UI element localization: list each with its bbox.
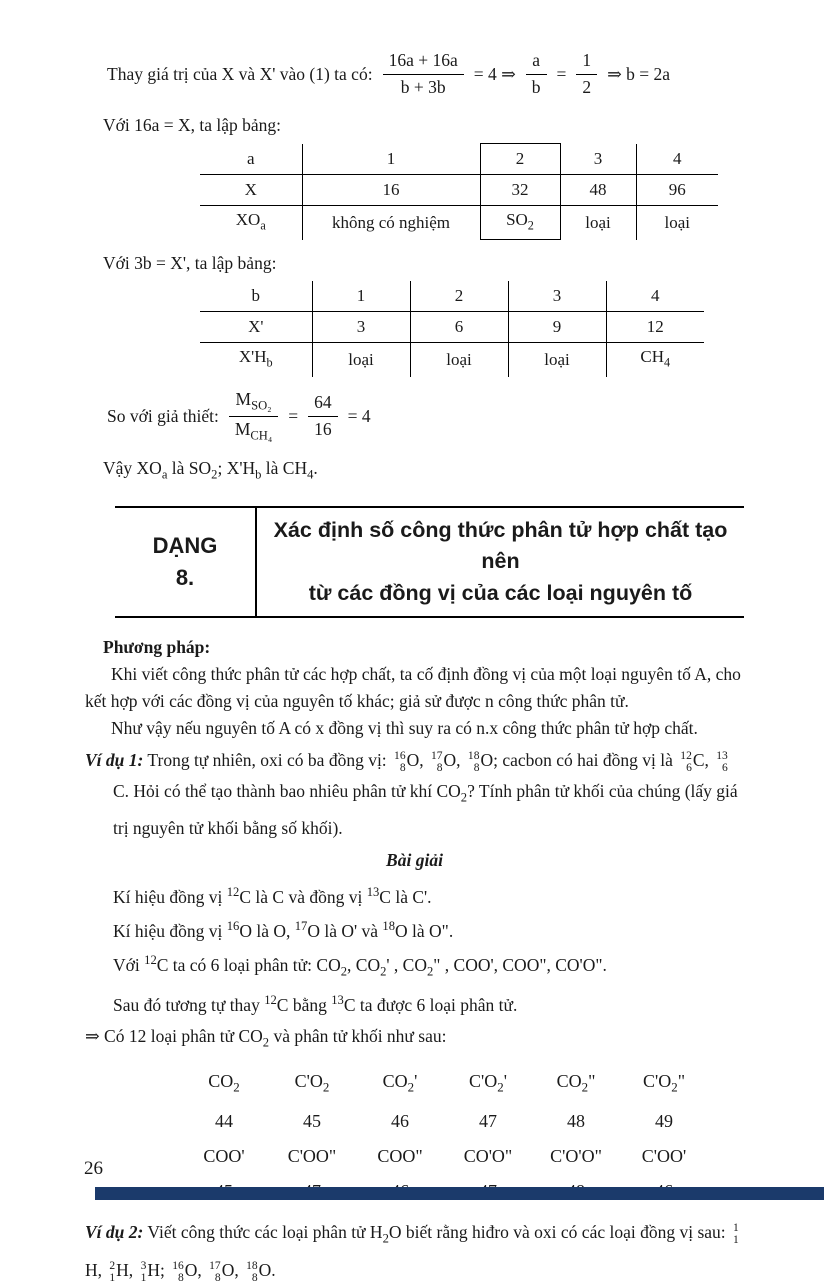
table-row [200,175,718,206]
table-cell: $C'O_2$" [642,1070,686,1095]
fraction-64-16 [308,392,338,441]
table-cell: 44 [215,1111,233,1132]
equation-tail: = 4 [347,406,371,427]
fraction-denominator: b + 3b [400,76,446,97]
table-cell: không có nghiệm [302,206,480,240]
example1-label: Ví dụ 1: [85,749,144,770]
section-title-line2: từ các đồng vị của các loại nguyên tố [308,580,693,605]
table-cell: loại [636,206,718,240]
table-cell: 3 [312,312,410,343]
equation-prefix: Thay giá trị của X và X' vào (1) ta có: [107,63,373,84]
table-row [180,1139,708,1174]
equation-mid-2: = [556,63,567,84]
table-cell: loại [508,343,606,377]
section-number-word: DẠNG [152,533,218,559]
table-cell: $XO_a$ [235,210,266,233]
table2-caption: Với 3b = X', ta lập bảng: [103,253,277,274]
example2-label: Ví dụ 2: [85,1222,144,1243]
table-cell: 1 [302,144,480,175]
method-paragraph-2: Như vậy nếu nguyên tố A có x đồng vị thì suy ra có n.x công thức phân tử hợp chất. [111,717,698,738]
isotope-notation: 1 1 [733,1222,739,1247]
table-cell: $CO_2'$ [382,1070,418,1095]
table-cell: C'OO" [287,1146,337,1167]
table-cell: a [200,144,302,175]
isotope-notation: 3 1 [140,1259,147,1284]
table-cell: 2 [410,281,508,312]
table-row [200,312,704,343]
page-number: 26 [84,1158,103,1179]
isotope-notation: 13 6 [716,749,728,774]
table-cell: 49 [655,1111,673,1132]
table-cell: X' [200,312,312,343]
table-cell: 48 [560,175,636,206]
table-cell: 32 [480,175,560,206]
table-cell: C'OO' [641,1146,687,1167]
isotope-notation: 16 8 [172,1259,184,1284]
isotope-notation: 17 8 [430,749,443,774]
table-cell: $C'O_2'$ [469,1070,507,1095]
table-cell: C'O'O" [550,1146,602,1167]
table-row [200,144,718,175]
equation-line-1 [103,46,744,102]
example2-text: Viết công thức các loại phân tử $H_2O$ biết rằng hiđro và oxi có các loại đồng vị sau: 1 1 H, 2 1 H, 3 1 H; 16 8 O, 17 8 O, 18 8 O. [85,1222,739,1284]
solution-line: Sau đó tương tự thay $^{12}$C bằng $^{13}$C ta được 6 loại phân tử. [113,993,518,1016]
method-heading: Phương pháp: [103,636,211,657]
section-number-digit: 8. [175,565,195,591]
table-cell: loại [410,343,508,377]
fraction-denominator: $M_{CH_4}$ [234,419,273,443]
conclusion-prefix: So với giả thiết: [107,406,219,427]
table-row [180,1064,708,1105]
table-cell: COO' [203,1146,245,1167]
isotope-notation: 18 8 [467,749,480,774]
table-cell: $C'O_2$ [294,1070,330,1095]
table-cell: 48 [567,1111,585,1132]
table-cell: 46 [391,1111,409,1132]
fraction-denominator: 16 [314,419,332,440]
table-cell: 6 [410,312,508,343]
equation-line-2 [103,389,744,445]
table-cell: 47 [479,1111,497,1132]
table-cell: loại [560,206,636,240]
section-title [257,508,744,616]
table-cell: loại [312,343,410,377]
table-3b [200,281,704,376]
fraction-numerator: 16a + 16a [383,50,464,75]
solution-line: Với $^{12}$C ta có 6 loại phân tử: $CO_2$, $CO_2'$ , $CO_2$" , COO', COO", CO'O". [113,952,607,979]
table-cell: $CO_2$ [208,1070,240,1095]
isotope-notation: 16 8 [394,749,406,774]
table-cell: 9 [508,312,606,343]
example1-text: Trong tự nhiên, oxi có ba đồng vị: 16 8 O, 17 8 O, 18 8 O; cacbon có hai đồng vị là 12 6 C, 13 6 C. Hỏi có thể tạo thành bao nhiêu phân tử khí $CO_2$? Tính phân tử khối của chúng (lấy giá trị nguyên tử khối bằng số khối). [113,749,738,839]
example1-paragraph [85,745,744,845]
table-cell: 96 [636,175,718,206]
table-16a [200,143,718,240]
fraction-denominator: 2 [582,76,592,97]
fraction-masses [229,389,278,444]
table-cell: 12 [606,312,704,343]
fraction-a-b [526,50,547,99]
table1-caption: Với 16a = X, ta lập bảng: [103,115,282,135]
example2-paragraph [85,1217,744,1286]
table-cell: 4 [636,144,718,175]
footer-bar [95,1187,824,1200]
table-cell: $SO_2$ [480,206,560,240]
fraction-1-2 [576,50,597,99]
solution-lines [85,878,744,1057]
table-cell: 16 [302,175,480,206]
table-cell: X [200,175,302,206]
table-cell: 2 [480,144,560,175]
method-paragraph-1: Khi viết công thức phân tử các hợp chất, ta cố định đồng vị của một loại nguyên tố A, cho kết hợp với các đồng vị của nguyên tố khác; giả sử được n công thức phân tử. [85,663,741,711]
equation-tail: ⇒ b = 2a [607,63,671,84]
table-cell: b [200,281,312,312]
table-cell: 1 [312,281,410,312]
fraction-numerator: 64 [308,392,338,417]
isotope-notation: 18 8 [246,1259,258,1284]
table-row [180,1104,708,1139]
fraction-numerator: a [526,50,547,75]
isotope-notation: 2 1 [109,1259,116,1284]
table-row [200,281,704,312]
section-title-line1: Xác định số công thức phân tử hợp chất tạo nên [273,518,728,574]
fraction-16a [383,50,464,99]
isotope-notation: 12 6 [680,749,692,774]
solution-line: Kí hiệu đồng vị $^{16}$O là O, $^{17}$O là O' và $^{18}$O là O". [113,919,454,941]
table-cell: 4 [606,281,704,312]
table-cell: COO" [377,1146,423,1167]
section-number [115,508,257,616]
table-cell: $CO_2$" [556,1070,596,1095]
solution-heading: Bài giải [386,850,443,871]
table-cell: $X'H_b$ [238,347,273,370]
solution-line: Kí hiệu đồng vị $^{12}$C là C và đồng vị $^{13}$C là C'. [113,885,432,908]
table-cell: $CH_4$ [606,343,704,377]
fraction-numerator: $M_{SO_2}$ [229,389,278,417]
table-row [200,343,704,377]
table-cell: CO'O" [463,1146,513,1167]
section-heading-box [115,506,744,618]
table-cell: 3 [508,281,606,312]
fraction-denominator: b [531,76,541,97]
fraction-numerator: 1 [576,50,597,75]
equation-mid: = [288,406,299,427]
conclusion-line: Vậy $XO_a$ là $SO_2$; $X'H_b$ là $CH_4$. [103,457,318,482]
table-cell: 45 [303,1111,321,1132]
solution-arrow-line: ⇒ Có 12 loại phân tử $CO_2$ và phân tử khối như sau: [85,1026,447,1050]
equation-mid-1: = 4 ⇒ [473,63,516,84]
table-cell: 3 [560,144,636,175]
isotope-notation: 17 8 [209,1259,221,1284]
table-row [200,206,718,240]
